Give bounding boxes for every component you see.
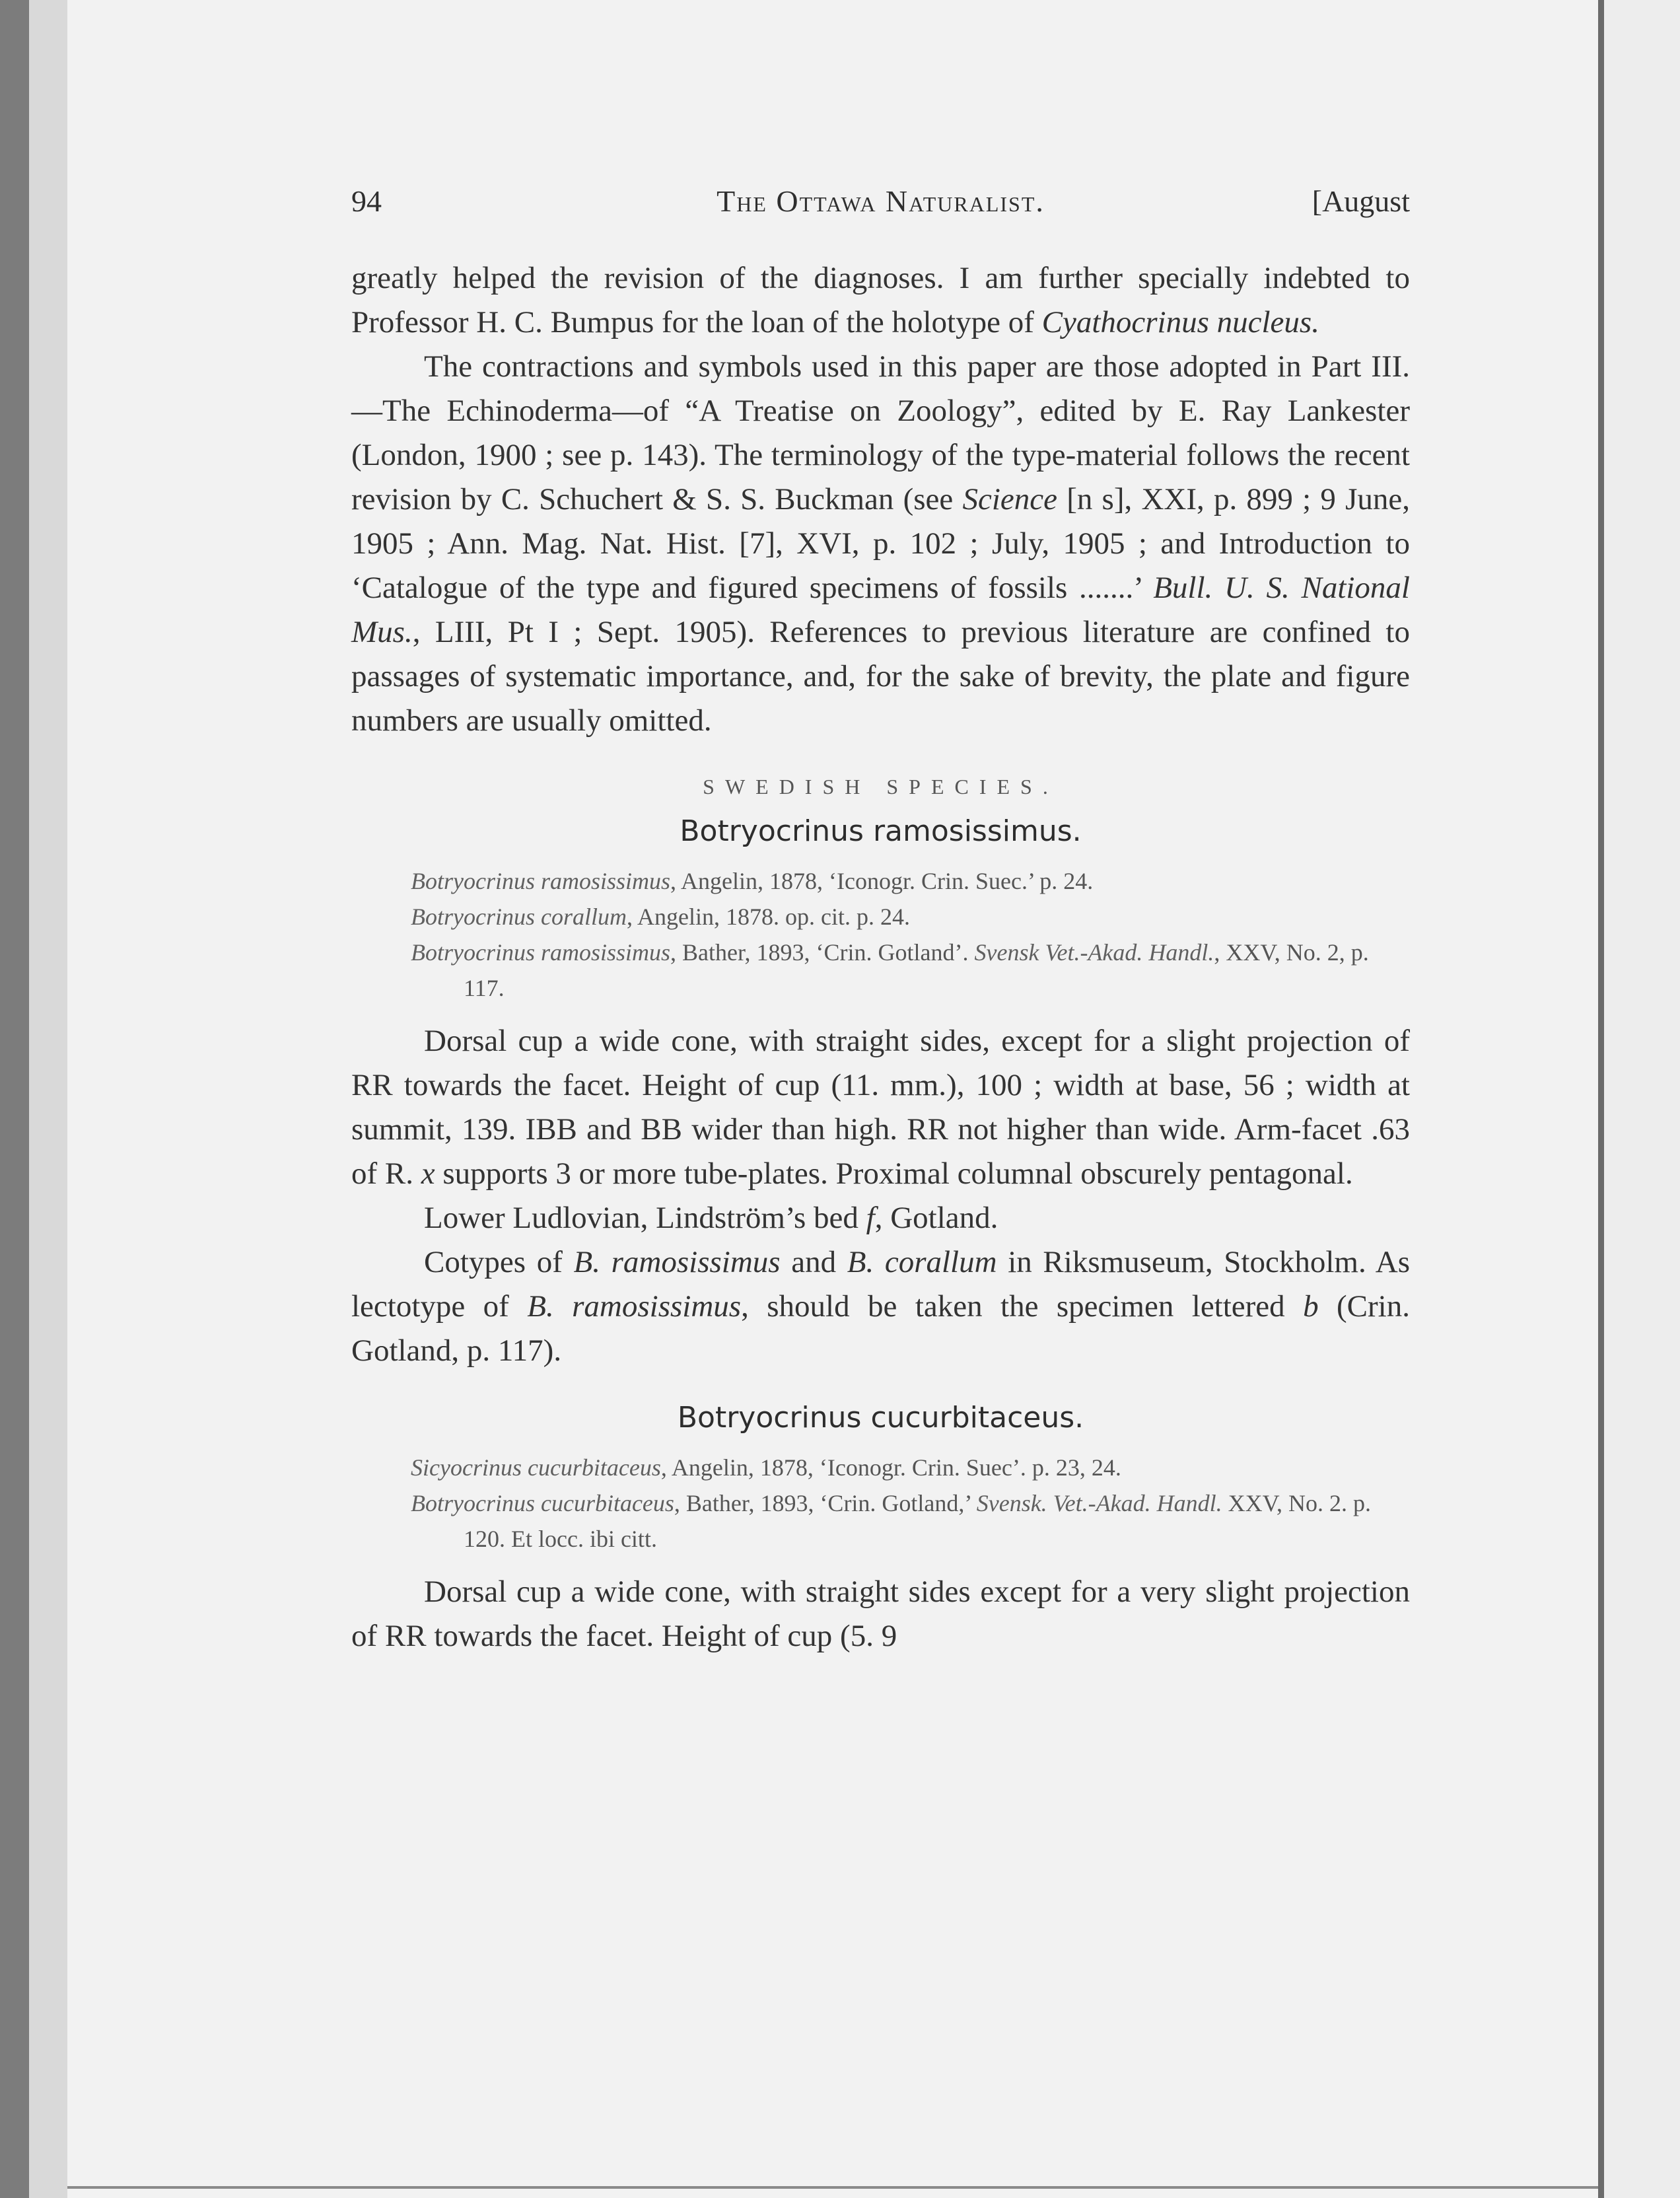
types-text-i: (Crin. Gotland, p. 117). (351, 1289, 1410, 1368)
intro-para2-text-c: [n s], XXI, p. 899 ; 9 June, 1905 ; Ann. Mag. Nat. Hist. [7], XVI, p. 102 ; July, 1905 ; and Introduction to ‘Catalogue of the type and figured specimens of fossils .......’ (351, 482, 1410, 605)
types-ramosissimus (351, 1240, 1410, 1373)
synonym-name: Botryocrinus ramosissimus (411, 939, 671, 966)
intro-para2-text-e: , LIII, Pt I ; Sept. 1905). References to previous literature are confined to passages of systematic importance, and, for the sake of brevity, the plate and figure numbers are usually omitted. (351, 615, 1410, 738)
synonym-name: Botryocrinus ramosissimus (411, 868, 671, 894)
types-species-3: B. ramosissimus (527, 1289, 742, 1324)
synonymy-entry (351, 935, 1410, 1006)
intro-para2-science: Science (962, 482, 1057, 516)
synonym-reference: , Bather, 1893, ‘Crin. Gotland’. (670, 939, 975, 966)
types-letter: b (1303, 1289, 1319, 1324)
scan-left-edge (0, 0, 29, 2198)
description-text-c: supports 3 or more tube-plates. Proximal columnal obscurely pentagonal. (435, 1156, 1353, 1191)
section-heading: SWEDISH SPECIES. (703, 775, 1059, 798)
synonymy-list-cucurbitaceus (351, 1450, 1410, 1557)
journal-title: The Ottawa Naturalist. (717, 184, 1045, 218)
scan-right-rule (1598, 0, 1604, 2198)
intro-paragraph-1 (351, 256, 1410, 345)
synonymy-entry (351, 899, 1410, 935)
synonym-name: Botryocrinus corallum (411, 904, 627, 930)
locality-ramosissimus (351, 1196, 1410, 1240)
synonym-reference-tail: , XXV, No. 2, p. 117. (464, 939, 1369, 1001)
locality-text-c: , Gotland. (874, 1201, 998, 1235)
synonymy-entry (351, 1485, 1410, 1557)
synonym-name: Botryocrinus cucurbitaceus (411, 1490, 674, 1516)
synonymy-entry (351, 1450, 1410, 1485)
species-heading-cucurbitaceus: Botryocrinus cucurbitaceus. (677, 1401, 1084, 1435)
species-heading-ramosissimus: Botryocrinus ramosissimus. (680, 814, 1082, 848)
types-species-1: B. ramosissimus (573, 1245, 781, 1279)
types-text-g: , should be taken the specimen lettered (741, 1289, 1304, 1324)
intro-para2-bulletin: Bull. U. S. National Mus. (351, 571, 1410, 649)
intro-para1-genus: Cyathocrinus nucleus. (1041, 305, 1319, 339)
description-cucurbitaceus: Dorsal cup a wide cone, with straight sides except for a very slight projection of RR towards the facet. Height of cup (5. 9 (351, 1575, 1410, 1653)
synonymy-entry (351, 863, 1410, 899)
locality-bed: f (866, 1201, 875, 1235)
synonym-reference-tail: XXV, No. 2. p. 120. Et locc. ibi citt. (464, 1490, 1371, 1552)
types-species-2: B. corallum (847, 1245, 997, 1279)
synonymy-list-ramosissimus (351, 863, 1410, 1006)
scan-bottom-rule (67, 2186, 1598, 2189)
intro-para1-text: greatly helped the revision of the diagnoses. I am further specially indebted to Professor H. C. Bumpus for the loan of the holotype of (351, 261, 1410, 339)
description-text-a: Dorsal cup a wide cone, with straight sides, except for a slight projection of RR towards the facet. Height of cup (11. mm.), 100 ; width at base, 56 ; width at summit, 139. IBB and BB wider than high. RR not higher than wide. Arm-facet .63 of R. (351, 1024, 1410, 1191)
synonym-reference: , Angelin, 1878, ‘Iconogr. Crin. Suec.’ p. 24. (670, 868, 1094, 894)
types-text-e: in Riksmuseum, Stockholm. As lectotype of (351, 1245, 1410, 1324)
description-ramosissimus (351, 1019, 1410, 1196)
synonym-reference: , Angelin, 1878. op. cit. p. 24. (626, 904, 910, 930)
scan-left-margin (29, 0, 67, 2198)
synonym-reference: , Bather, 1893, ‘Crin. Gotland,’ (674, 1490, 977, 1516)
synonym-reference: , Angelin, 1878, ‘Iconogr. Crin. Suec’. p. 23, 24. (660, 1454, 1121, 1481)
page-number: 94 (351, 184, 382, 218)
synonym-journal: Svensk. Vet.-Akad. Handl. (976, 1490, 1222, 1516)
description-plate-x: x (421, 1156, 435, 1191)
intro-para2-text-a: The contractions and symbols used in this paper are those adopted in Part III.—The Echinoderma—of “A Treatise on Zoology”, edited by E. Ray Lankester (London, 1900 ; see p. 143). The terminology of the type-material follows the recent revision by C. Schuchert & S. S. Buckman (see (351, 349, 1410, 516)
types-text-c: and (780, 1245, 847, 1279)
scan-right-margin (1604, 0, 1680, 2198)
synonym-name: Sicyocrinus cucurbitaceus (411, 1454, 661, 1481)
running-head-month: [August (1312, 184, 1410, 218)
synonym-journal: Svensk Vet.-Akad. Handl. (974, 939, 1214, 966)
intro-paragraph-2 (351, 345, 1410, 743)
running-head (351, 178, 1410, 225)
types-text-a: Cotypes of (424, 1245, 574, 1279)
locality-text-a: Lower Ludlovian, Lindström’s bed (424, 1201, 866, 1235)
page (351, 178, 1410, 1658)
body-text (351, 256, 1410, 1658)
